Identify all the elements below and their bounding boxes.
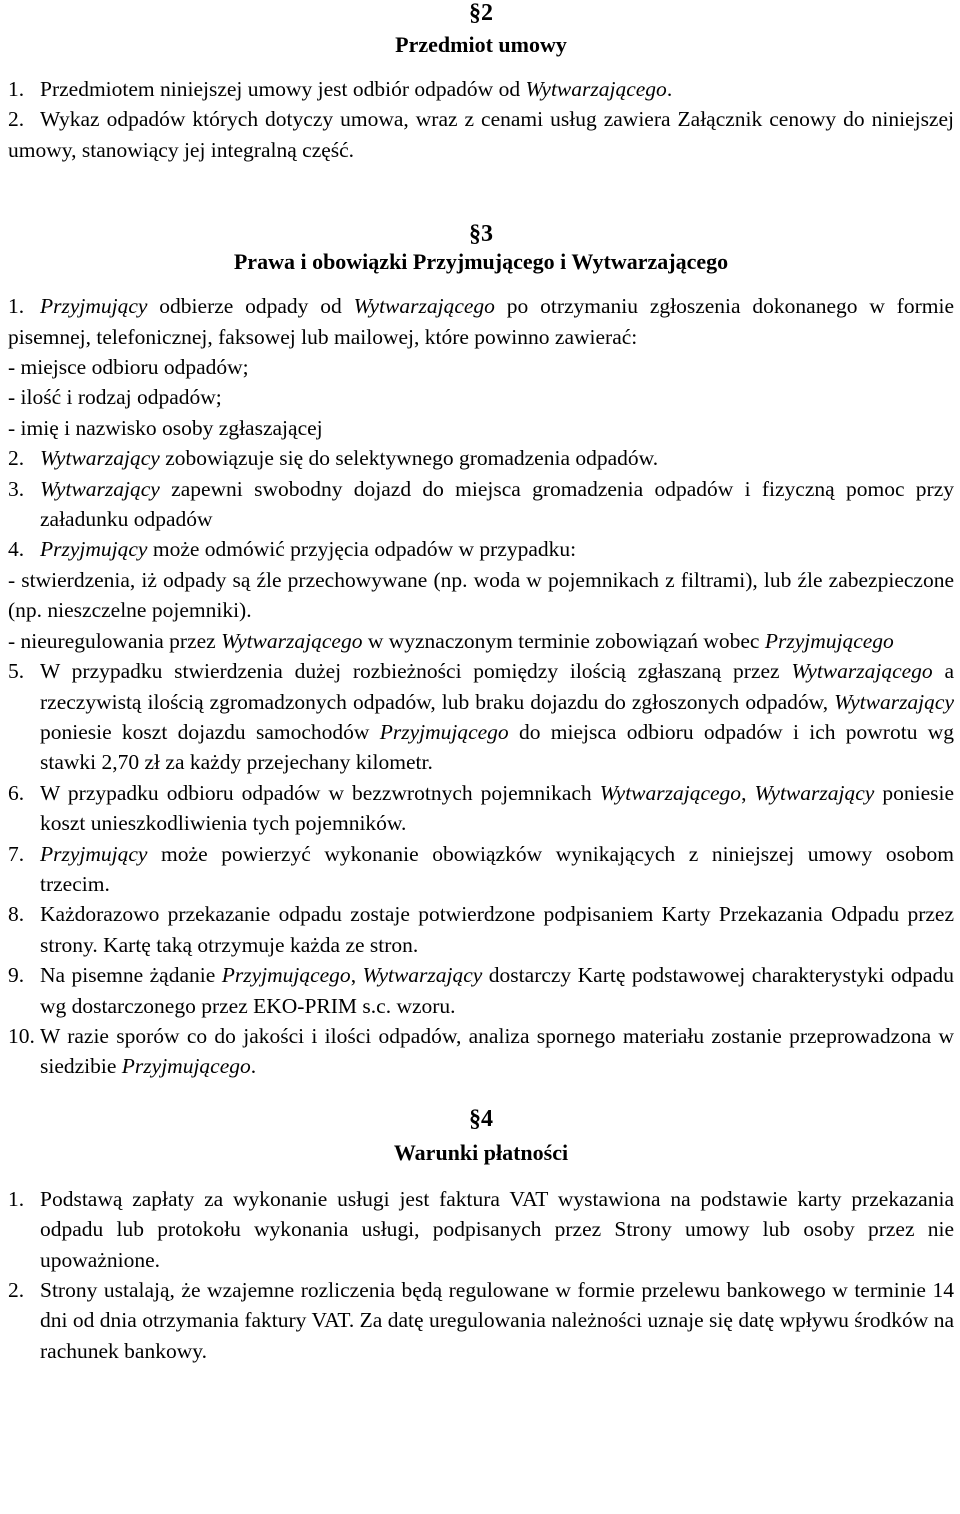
list-item: 3. Wytwarzający zapewni swobodny dojazd do miejsca gromadzenia odpadów i fizyczną pomoc przy załadunku odpadów — [8, 476, 954, 532]
list-item: 6. W przypadku odbioru odpadów w bezzwrotnych pojemnikach Wytwarzającego, Wytwarzający poniesie koszt unieszkodliwienia tych pojemników. — [8, 780, 954, 836]
list-item: 4. Przyjmujący może odmówić przyjęcia odpadów w przypadku: — [8, 537, 577, 562]
list-subitem: - miejsce odbioru odpadów; — [8, 355, 249, 380]
contract-page — [8, 0, 954, 1366]
section-2 — [8, 0, 954, 165]
list-subitem: - imię i nazwisko osoby zgłaszającej — [8, 415, 323, 440]
list-item: 10. W razie sporów co do jakości i ilości odpadów, analiza spornego materiału zostanie przeprowadzona w siedzibie Przyjmującego. — [8, 1023, 954, 1079]
section-symbol: §4 — [469, 1105, 493, 1132]
section-title: Przedmiot umowy — [395, 32, 567, 57]
list-item: 8. Każdorazowo przekazanie odpadu zostaje potwierdzone podpisaniem Karty Przekazania Odpadu przez strony. Kartę taką otrzymuje każda ze stron. — [8, 902, 954, 957]
list-item: 2. Wykaz odpadów których dotyczy umowa, wraz z cenami usług zawiera Załącznik cenowy do niniejszej umowy, stanowiący jej integralną część. — [8, 107, 954, 162]
section-title: Prawa i obowiązki Przyjmującego i Wytwarzającego — [233, 249, 729, 275]
list-subitem: - stwierdzenia, iż odpady są źle przechowywane (np. woda w pojemnikach z filtrami), lub źle zabezpieczone (np. nieszczelne pojemniki). — [8, 567, 954, 623]
section-symbol: §2 — [469, 0, 493, 26]
section-4 — [8, 1106, 954, 1366]
list-item: 5. W przypadku stwierdzenia dużej rozbieżności pomiędzy ilością zgłaszaną przez Wytwarzającego a rzeczywistą ilością zgromadzonych odpadów, lub braku dojazdu do zgłoszonych odpadów, Wytwarzający poniesie koszt dojazdu samochodów Przyjmującego do miejsca odbioru odpadów i ich powrotu wg stawki 2,70 zł za każdy przejechany kilometr. — [8, 659, 955, 775]
list-item: 9. Na pisemne żądanie Przyjmującego, Wytwarzający dostarczy Kartę podstawowej charakterystyki odpadu wg dostarczonego przez EKO-PRIM s.c. wzoru. — [8, 963, 954, 1018]
list-item: 2. Strony ustalają, że wzajemne rozliczenia będą regulowane w formie przelewu bankowego w terminie 14 dni od dnia otrzymania faktury VAT. Za datę uregulowania należności uznaje się datę wpływu środków na rachunek bankowy. — [8, 1278, 954, 1363]
section-3 — [8, 221, 954, 1082]
list-item: 1. Przedmiotem niniejszej umowy jest odbiór odpadów od Wytwarzającego. — [8, 77, 673, 101]
section-symbol: §3 — [469, 221, 493, 248]
list-item: 1. Przyjmujący odbierze odpady od Wytwarzającego po otrzymaniu zgłoszenia dokonanego w formie pisemnej, telefonicznej, faksowej lub mailowej, które powinno zawierać: — [8, 294, 954, 349]
list-subitem: - nieuregulowania przez Wytwarzającego w wyznaczonym terminie zobowiązań wobec Przyjmującego — [8, 628, 894, 653]
list-item: 7. Przyjmujący może powierzyć wykonanie obowiązków wynikających z niniejszej umowy osobom trzecim. — [8, 841, 954, 896]
section-title: Warunki płatności — [393, 1139, 569, 1165]
list-item: 2. Wytwarzający zobowiązuje się do selektywnego gromadzenia odpadów. — [8, 446, 659, 471]
list-subitem: - ilość i rodzaj odpadów; — [8, 385, 222, 410]
list-item: 1. Podstawą zapłaty za wykonanie usługi jest faktura VAT wystawiona na podstawie karty przekazania odpadu lub protokołu wykonania usługi, podpisanych przez Strony umowy lub osoby przez nie upoważnione. — [8, 1186, 954, 1272]
